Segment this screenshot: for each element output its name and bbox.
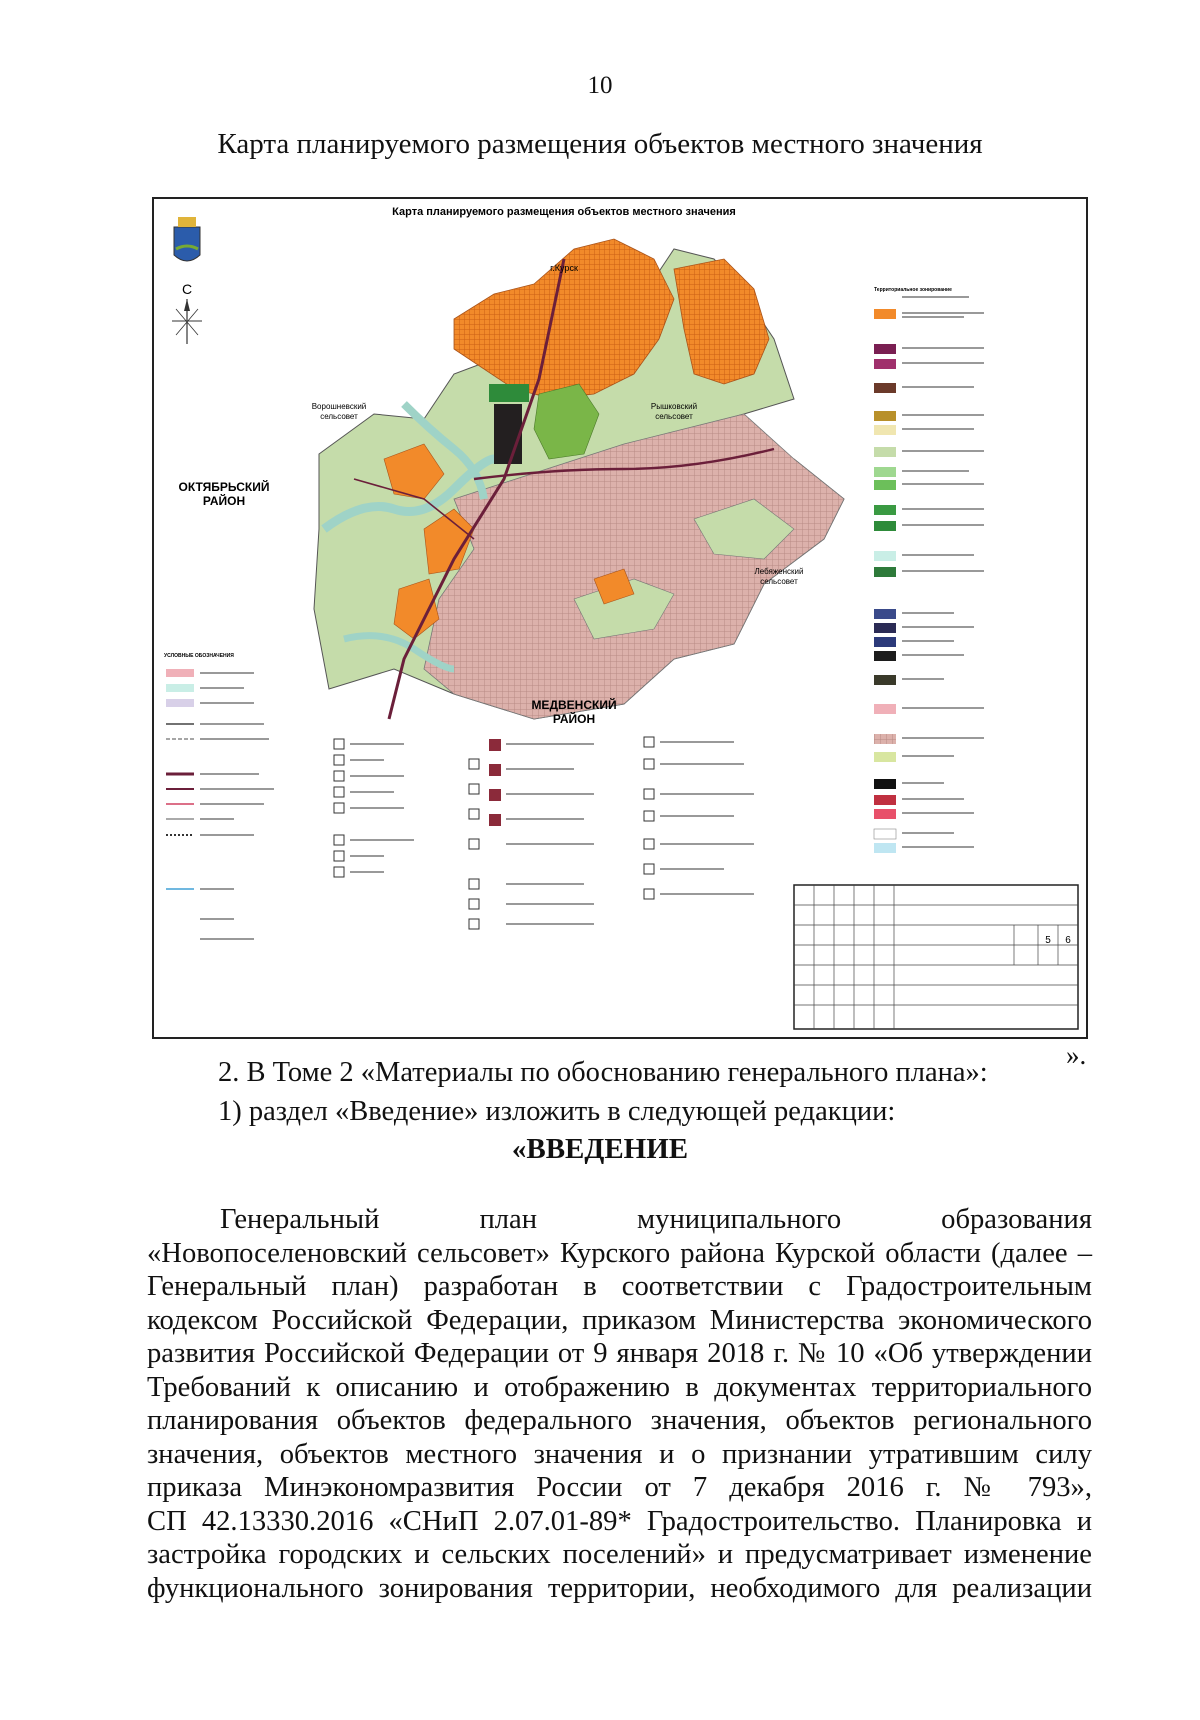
planning-map: [152, 197, 1088, 1039]
label-lebyazhensky: [754, 567, 803, 586]
body-line: Требований к описанию и отображению в документах территориального: [147, 1371, 1092, 1403]
body-line: планирования объектов федерального значения, объектов регионального: [147, 1405, 1092, 1436]
body-line: Генеральный план муниципального образования: [220, 1204, 1092, 1235]
label-medvensky: [531, 697, 616, 726]
section-title: «ВВЕДЕНИЕ: [511, 1133, 689, 1165]
coat-of-arms-icon: [174, 217, 200, 261]
forest-zone: [489, 384, 529, 402]
map-svg: [154, 199, 1086, 1037]
body-line: «Новопоселеновский сельсовет» Курского района Курской области (далее –: [147, 1237, 1092, 1269]
svg-text:сельсовет: сельсовет: [320, 412, 358, 421]
label-voroshnevsky: [312, 402, 367, 421]
body-line: застройка городских и сельских поселений» и предусматривает изменение: [147, 1539, 1092, 1570]
svg-text:Территориальное зонирование: Территориальное зонирование: [874, 287, 952, 293]
north-arrow-icon: [172, 281, 202, 344]
body-paragraph: [147, 1203, 1092, 1605]
svg-text:УСЛОВНЫЕ ОБОЗНАЧЕНИЯ: УСЛОВНЫЕ ОБОЗНАЧЕНИЯ: [164, 653, 234, 659]
svg-text:Ворошневский: Ворошневский: [311, 402, 367, 411]
svg-text:С: С: [181, 281, 193, 297]
body-line: приказа Минэкономразвития России от 7 декабря 2016 г. № 793»,: [147, 1472, 1092, 1503]
stamp-sheets-total: 6: [1065, 935, 1071, 946]
svg-text:сельсовет: сельсовет: [655, 412, 693, 421]
zoning-legend: [874, 287, 984, 853]
svg-text:МЕДВЕНСКИЙ: МЕДВЕНСКИЙ: [531, 698, 617, 712]
label-oktyabrsky: [179, 479, 270, 508]
svg-text:ОКТЯБРЬСКИЙ: ОКТЯБРЬСКИЙ: [178, 480, 270, 494]
paragraph-2: 2. В Томе 2 «Материалы по обоснованию генерального плана»:: [218, 1057, 988, 1088]
body-line: функционального зонирования территории, необходимого для реализации: [147, 1572, 1092, 1604]
body-line: развития Российской Федерации от 9 января 2018 г. № 10 «Об утверждении: [147, 1338, 1092, 1369]
closing-quote: ».: [1066, 1040, 1087, 1070]
page-number: 10: [587, 72, 613, 99]
body-line: СП 42.13330.2016 «СНиП 2.07.01-89* Градостроительство. Планировка и: [147, 1505, 1092, 1537]
city-label: г.Курск: [550, 263, 578, 273]
map-caption: Карта планируемого размещения объектов местного значения: [217, 128, 983, 160]
label-ryshkovsky: [651, 402, 697, 421]
body-line: значения, объектов местного значения и о признании утратившим силу: [147, 1438, 1092, 1470]
map-title: Карта планируемого размещения объектов местного значения: [392, 206, 736, 218]
svg-text:Рышковский: Рышковский: [650, 402, 698, 411]
svg-text:сельсовет: сельсовет: [760, 577, 798, 586]
body-line: Генеральный план) разработан в соответствии с Градостроительным: [147, 1271, 1092, 1302]
stamp-sheet: 5: [1045, 935, 1051, 946]
svg-text:РАЙОН: РАЙОН: [202, 494, 246, 508]
title-block-stamp: [794, 885, 1078, 1029]
svg-text:Лебяженский: Лебяженский: [754, 567, 804, 576]
body-line: кодексом Российской Федерации, приказом Министерства экономического: [147, 1304, 1092, 1336]
svg-text:РАЙОН: РАЙОН: [552, 712, 596, 726]
industrial-zone: [494, 404, 522, 464]
paragraph-2-1: 1) раздел «Введение» изложить в следующей редакции:: [218, 1096, 896, 1127]
